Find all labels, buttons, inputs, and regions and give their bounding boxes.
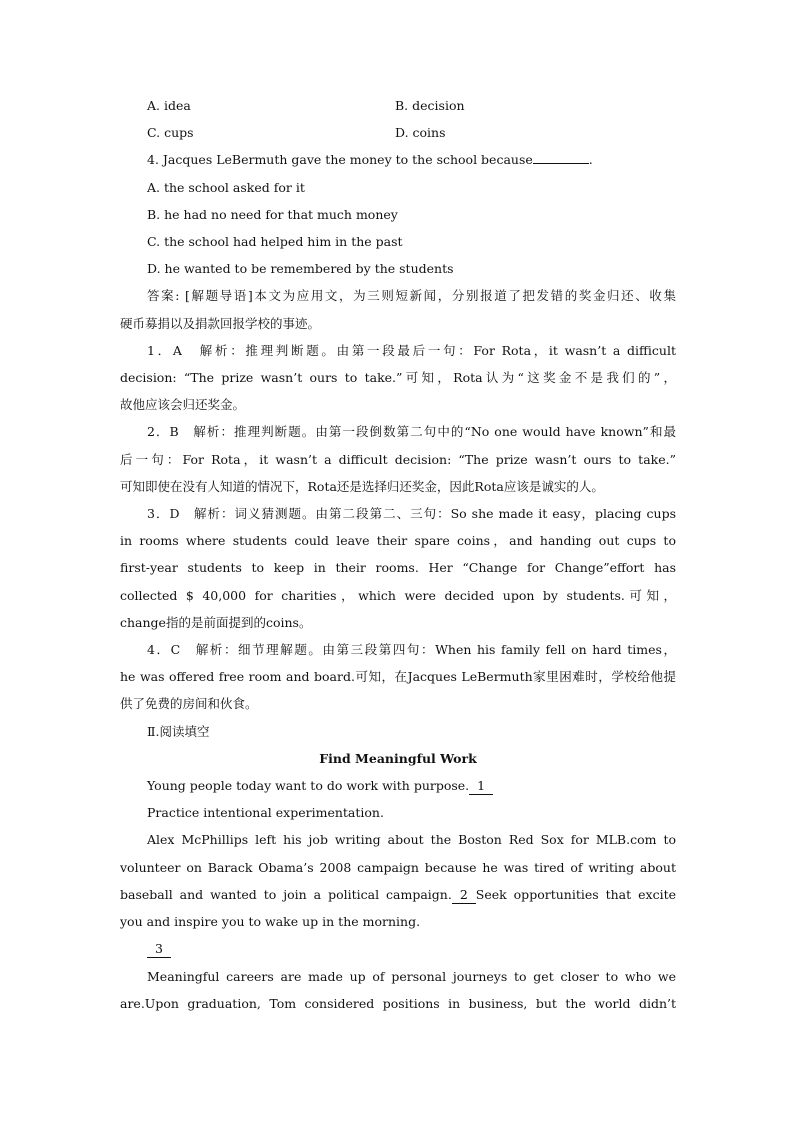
q4-option-d: D. he wanted to be remembered by the students: [147, 261, 454, 277]
passage-blank3-line: [120, 935, 676, 962]
q3-option-c: C. cups: [147, 125, 194, 141]
answer4-line2: he was offered free room and board.可知，在Jacques LeBermuth家里困难时，学校给他提: [120, 669, 676, 685]
passage-title: Find Meaningful Work: [319, 750, 477, 766]
passage-p4-line1: Meaningful careers are made up of personal journeys to get closer to who we: [147, 968, 676, 984]
blank-2: 2: [452, 887, 476, 904]
blank-1: 1: [469, 778, 493, 795]
q3-option-d: D. coins: [395, 125, 446, 141]
q4-stem: 4. Jacques LeBermuth gave the money to the school because .: [120, 146, 676, 173]
answer3-line3: first-year students to keep in their rooms. Her “Change for Change”effort has: [120, 560, 676, 576]
answer3-line4: collected $ 40,000 for charities，which were decided upon by students.可知，: [120, 587, 676, 603]
answer2-line3: 可知即使在没有人知道的情况下，Rota还是选择归还奖金，因此Rota应该是诚实的人。: [120, 478, 604, 494]
answer4-line3: 供了免费的房间和伙食。: [120, 696, 258, 712]
q3-options-row2: [120, 119, 676, 146]
answer1-line1: 1．A 解析：推理判断题。由第一段最后一句：For Rota，it wasn’t a difficult: [147, 342, 676, 358]
passage-p2: Practice intentional experimentation.: [147, 805, 384, 821]
passage-p3-line2: volunteer on Barack Obama’s 2008 campaign because he was tired of writing about: [120, 859, 676, 875]
passage-p3-line3: baseball and wanted to join a political campaign. 2 Seek opportunities that excite: [120, 886, 676, 902]
passage-p3-line4: you and inspire you to wake up in the morning.: [120, 914, 421, 930]
answer3-line2: in rooms where students could leave their spare coins，and handing out cups to: [120, 533, 676, 549]
answer1-line3: 故他应该会归还奖金。: [120, 397, 246, 413]
passage-p3-line1: Alex McPhillips left his job writing about the Boston Red Sox for MLB.com to: [147, 832, 676, 848]
answer3-line5: change指的是前面提到的coins。: [120, 614, 312, 630]
answer-intro-line2: 硬币募捐以及捐款回报学校的事迹。: [120, 315, 321, 331]
answer1-line2: decision: “The prize wasn’t ours to take.”可知，Rota认为“这奖金不是我们的”，: [120, 370, 676, 386]
q4-blank: [533, 149, 589, 164]
answer3-line1: 3．D 解析：词义猜测题。由第二段第二、三句：So she made it easy，placing cups: [147, 506, 676, 522]
q4-option-b: B. he had no need for that much money: [147, 206, 398, 222]
answer-intro-line1: 答案: [解题导语]本文为应用文，为三则短新闻，分别报道了把发错的奖金归还、收集: [147, 288, 676, 304]
q4-option-c: C. the school had helped him in the past: [147, 234, 403, 250]
answer4-line1: 4．C 解析：细节理解题。由第三段第四句：When his family fell on hard times，: [147, 642, 676, 658]
q3-options-row1: [120, 92, 676, 119]
document-page: [120, 92, 676, 1017]
passage-p4-line2: are.Upon graduation, Tom considered positions in business, but the world didn’t: [120, 995, 676, 1011]
passage-p1: Young people today want to do work with purpose. 1: [120, 772, 676, 799]
blank-3: 3: [147, 941, 171, 958]
q3-option-a: A. idea: [147, 98, 191, 113]
q3-option-b: B. decision: [395, 98, 465, 113]
answer2-line1: 2．B 解析：推理判断题。由第一段倒数第二句中的“No one would have known”和最: [147, 424, 676, 440]
answer2-line2: 后一句：For Rota，it wasn’t a difficult decision: “The prize wasn’t ours to take.”: [120, 451, 676, 467]
section2-heading: Ⅱ.阅读填空: [147, 723, 210, 739]
q4-option-a: A. the school asked for it: [147, 179, 305, 195]
